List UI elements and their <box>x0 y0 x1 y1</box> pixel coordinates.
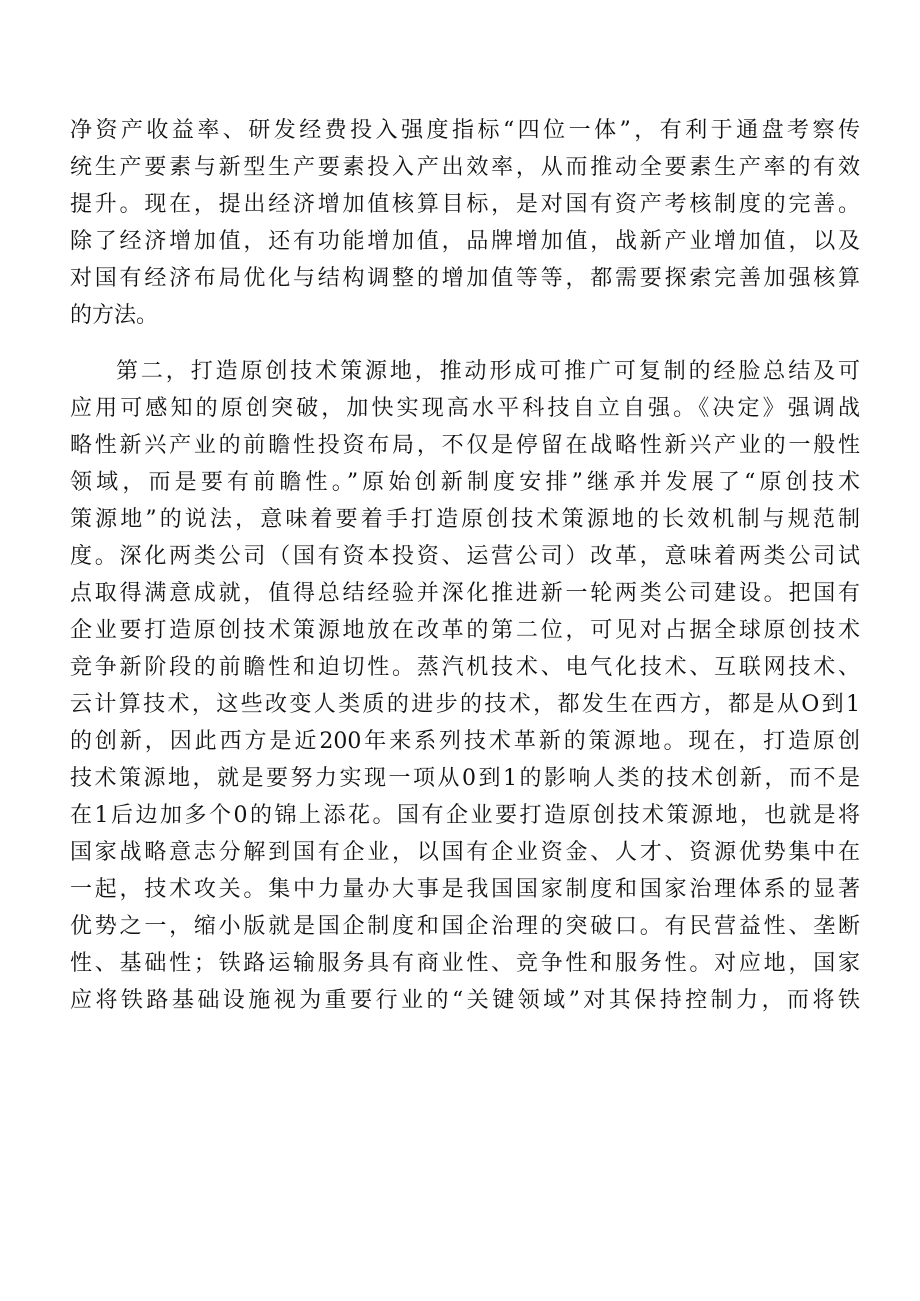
text-line: 领域，而是要有前瞻性。”原始创新制度安排”继承并发展了“原创技术 <box>70 470 860 495</box>
text-line: 略性新兴产业的前瞻性投资布局，不仅是停留在战略性新兴产业的一般性 <box>70 433 860 458</box>
paragraph-1 <box>70 112 860 334</box>
document-body <box>70 112 860 1019</box>
text-line: 策源地”的说法，意味着要着手打造原创技术策源地的长效机制与规范制 <box>70 507 860 532</box>
text-line: 的创新，因此西方是近200年来系列技术革新的策源地。现在，打造原创 <box>70 729 860 754</box>
paragraph-2 <box>70 353 860 1019</box>
text-line: 国家战略意志分解到国有企业，以国有企业资金、人才、资源优势集中在 <box>70 840 860 865</box>
text-line: 优势之一，缩小版就是国企制度和国企治理的突破口。有民营益性、垄断 <box>70 914 860 939</box>
text-line: 竞争新阶段的前瞻性和迫切性。蒸汽机技术、电气化技术、互联网技术、 <box>70 655 860 680</box>
text-line: 应用可感知的原创突破，加快实现高水平科技自立自强。《决定》强调战 <box>70 396 860 421</box>
text-line: 度。深化两类公司（国有资本投资、运营公司）改革，意味着两类公司试 <box>70 544 860 569</box>
text-line: 在1后边加多个0的锦上添花。国有企业要打造原创技术策源地，也就是将 <box>70 803 860 828</box>
paragraph-spacer <box>70 334 860 353</box>
text-line: 第二，打造原创技术策源地，推动形成可推广可复制的经脸总结及可 <box>116 359 860 384</box>
text-line: 对国有经济布局优化与结构调整的增加值等等，都需要探索完善加强核算 <box>70 266 860 291</box>
text-line: 一起，技术攻关。集中力量办大事是我国国家制度和国家治理体系的显著 <box>70 877 860 902</box>
text-line: 净资产收益率、研发经费投入强度指标“四位一体”，有利于通盘考察传 <box>70 118 860 143</box>
text-line: 统生产要素与新型生产要素投入产出效率，从而推动全要素生产率的有效 <box>70 155 860 180</box>
text-line: 企业要打造原创技术策源地放在改革的第二位，可见对占据全球原创技术 <box>70 618 860 643</box>
text-line: 点取得满意成就，值得总结经验并深化推进新一轮两类公司建设。把国有 <box>70 581 860 606</box>
text-line: 应将铁路基础设施视为重要行业的“关键领域”对其保持控制力，而将铁 <box>70 988 860 1013</box>
text-line: 性、基础性；铁路运输服务具有商业性、竞争性和服务性。对应地，国家 <box>70 951 860 976</box>
text-line: 的方法。 <box>70 303 159 328</box>
text-line: 云计算技术，这些改变人类质的进步的技术，都发生在西方，都是从O到1 <box>70 692 860 717</box>
text-line: 除了经济增加值，还有功能增加值，品牌增加值，战新产业增加值，以及 <box>70 229 860 254</box>
text-line: 提升。现在，提出经济增加值核算目标，是对国有资产考核制度的完善。 <box>70 192 860 217</box>
text-line: 技术策源地，就是要努力实现一项从0到1的影响人类的技术创新，而不是 <box>70 766 860 791</box>
